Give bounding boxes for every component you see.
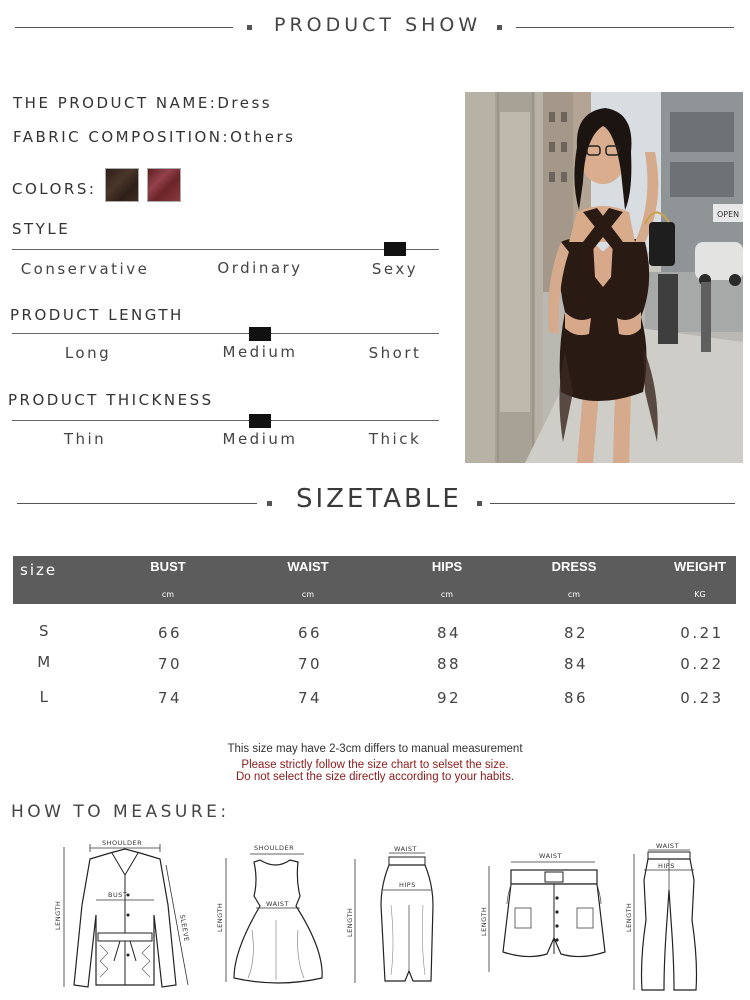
thickness-label-medium: Medium [222, 430, 298, 448]
sizetable-divider-left [17, 503, 257, 504]
pants-hips-label: HIPS [658, 862, 675, 870]
thickness-label-thick: Thick [368, 430, 422, 448]
thickness-title: PRODUCT THICKNESS [8, 391, 214, 409]
length-scale-track [12, 333, 439, 334]
table-cell-dress: 84 [563, 655, 589, 673]
table-cell-bust: 66 [157, 624, 183, 642]
length-title: PRODUCT LENGTH [10, 306, 184, 324]
color-swatch-brown[interactable] [105, 168, 139, 202]
divider-dot-right [497, 25, 502, 30]
section-title-product-show: PRODUCT SHOW [274, 14, 482, 36]
skirt-waist-label: WAIST [394, 845, 418, 853]
section-title-how-to-measure: HOW TO MEASURE: [11, 802, 230, 822]
note-follow-chart: Please strictly follow the size chart to selset the size. [241, 759, 509, 771]
dress-measure-diagram [212, 840, 332, 990]
jacket-length-label: LENGTH [54, 900, 62, 930]
style-scale-marker [384, 242, 406, 256]
table-cell-waist: 74 [297, 689, 323, 707]
product-photo [465, 92, 743, 463]
jacket-measure-diagram [50, 835, 200, 995]
col-unit-weight: KG [694, 590, 706, 599]
table-cell-waist: 66 [297, 624, 323, 642]
pants-measure-diagram [620, 840, 720, 995]
table-cell-dress: 82 [563, 624, 589, 642]
shorts-waist-label: WAIST [539, 852, 563, 860]
col-unit-hips: cm [440, 590, 454, 599]
table-cell-weight: 0.21 [680, 624, 724, 642]
dress-shoulder-label: SHOULDER [254, 844, 295, 852]
thickness-scale-marker [249, 414, 271, 428]
table-cell-bust: 74 [157, 689, 183, 707]
table-cell-hips: 92 [436, 689, 462, 707]
open-sign: OPEN [717, 210, 740, 219]
skirt-length-label: LENGTH [346, 907, 354, 937]
jacket-shoulder-label: SHOULDER [102, 839, 143, 847]
table-cell-weight: 0.23 [680, 689, 724, 707]
style-label-conservative: Conservative [20, 260, 150, 278]
col-unit-waist: cm [301, 590, 315, 599]
col-header-waist: WAIST [287, 559, 329, 574]
color-swatch-red[interactable] [147, 168, 181, 202]
pants-waist-label: WAIST [656, 842, 680, 850]
divider-left [15, 27, 233, 28]
colors-label: COLORS: [12, 180, 97, 198]
col-unit-dress: cm [567, 590, 581, 599]
skirt-hips-label: HIPS [399, 881, 416, 889]
product-photo-illustration [465, 92, 743, 463]
dress-waist-label: WAIST [266, 900, 290, 908]
shorts-measure-diagram [477, 848, 617, 978]
style-label-sexy: Sexy [371, 260, 419, 278]
thickness-label-thin: Thin [63, 430, 107, 448]
col-unit-bust: cm [161, 590, 175, 599]
length-label-short: Short [368, 344, 422, 362]
col-header-size: size [20, 561, 58, 579]
table-cell-dress: 86 [563, 689, 589, 707]
divider-right [516, 27, 734, 28]
table-cell-size: S [38, 622, 52, 640]
length-label-medium: Medium [222, 343, 298, 361]
length-scale-marker [249, 327, 271, 341]
pants-length-label: LENGTH [625, 902, 633, 932]
col-header-hips: HIPS [431, 559, 463, 574]
fabric-composition: FABRIC COMPOSITION:Others [13, 128, 296, 146]
table-cell-waist: 70 [297, 655, 323, 673]
note-not-habits: Do not select the size directly according to your habits. [235, 771, 515, 783]
section-title-sizetable: SIZETABLE [296, 484, 462, 514]
style-title: STYLE [12, 220, 71, 238]
sizetable-dot-left [267, 501, 272, 506]
table-cell-weight: 0.22 [680, 655, 724, 673]
shorts-length-label: LENGTH [480, 906, 488, 936]
col-header-bust: BUST [150, 559, 186, 574]
dress-length-label: LENGTH [216, 902, 224, 932]
style-scale-track [12, 249, 439, 250]
length-label-long: Long [64, 344, 112, 362]
table-cell-size: M [37, 653, 53, 671]
table-cell-hips: 84 [436, 624, 462, 642]
table-cell-hips: 88 [436, 655, 462, 673]
sizetable-dot-right [477, 501, 482, 506]
divider-dot-left [247, 25, 252, 30]
col-header-dress: DRESS [551, 559, 597, 574]
thickness-scale-track [12, 420, 439, 421]
jacket-sleeve-label: SLEEVE [178, 913, 191, 943]
sizetable-divider-right [490, 503, 735, 504]
col-header-weight: WEIGHT [674, 559, 726, 574]
skirt-measure-diagram [345, 845, 445, 990]
table-cell-size: L [39, 688, 51, 706]
table-cell-bust: 70 [157, 655, 183, 673]
style-label-ordinary: Ordinary [217, 259, 303, 277]
note-measurement-diff: This size may have 2-3cm differs to manual measurement [227, 743, 523, 755]
jacket-bust-label: BUST [108, 891, 128, 899]
product-name: THE PRODUCT NAME:Dress [13, 94, 273, 112]
